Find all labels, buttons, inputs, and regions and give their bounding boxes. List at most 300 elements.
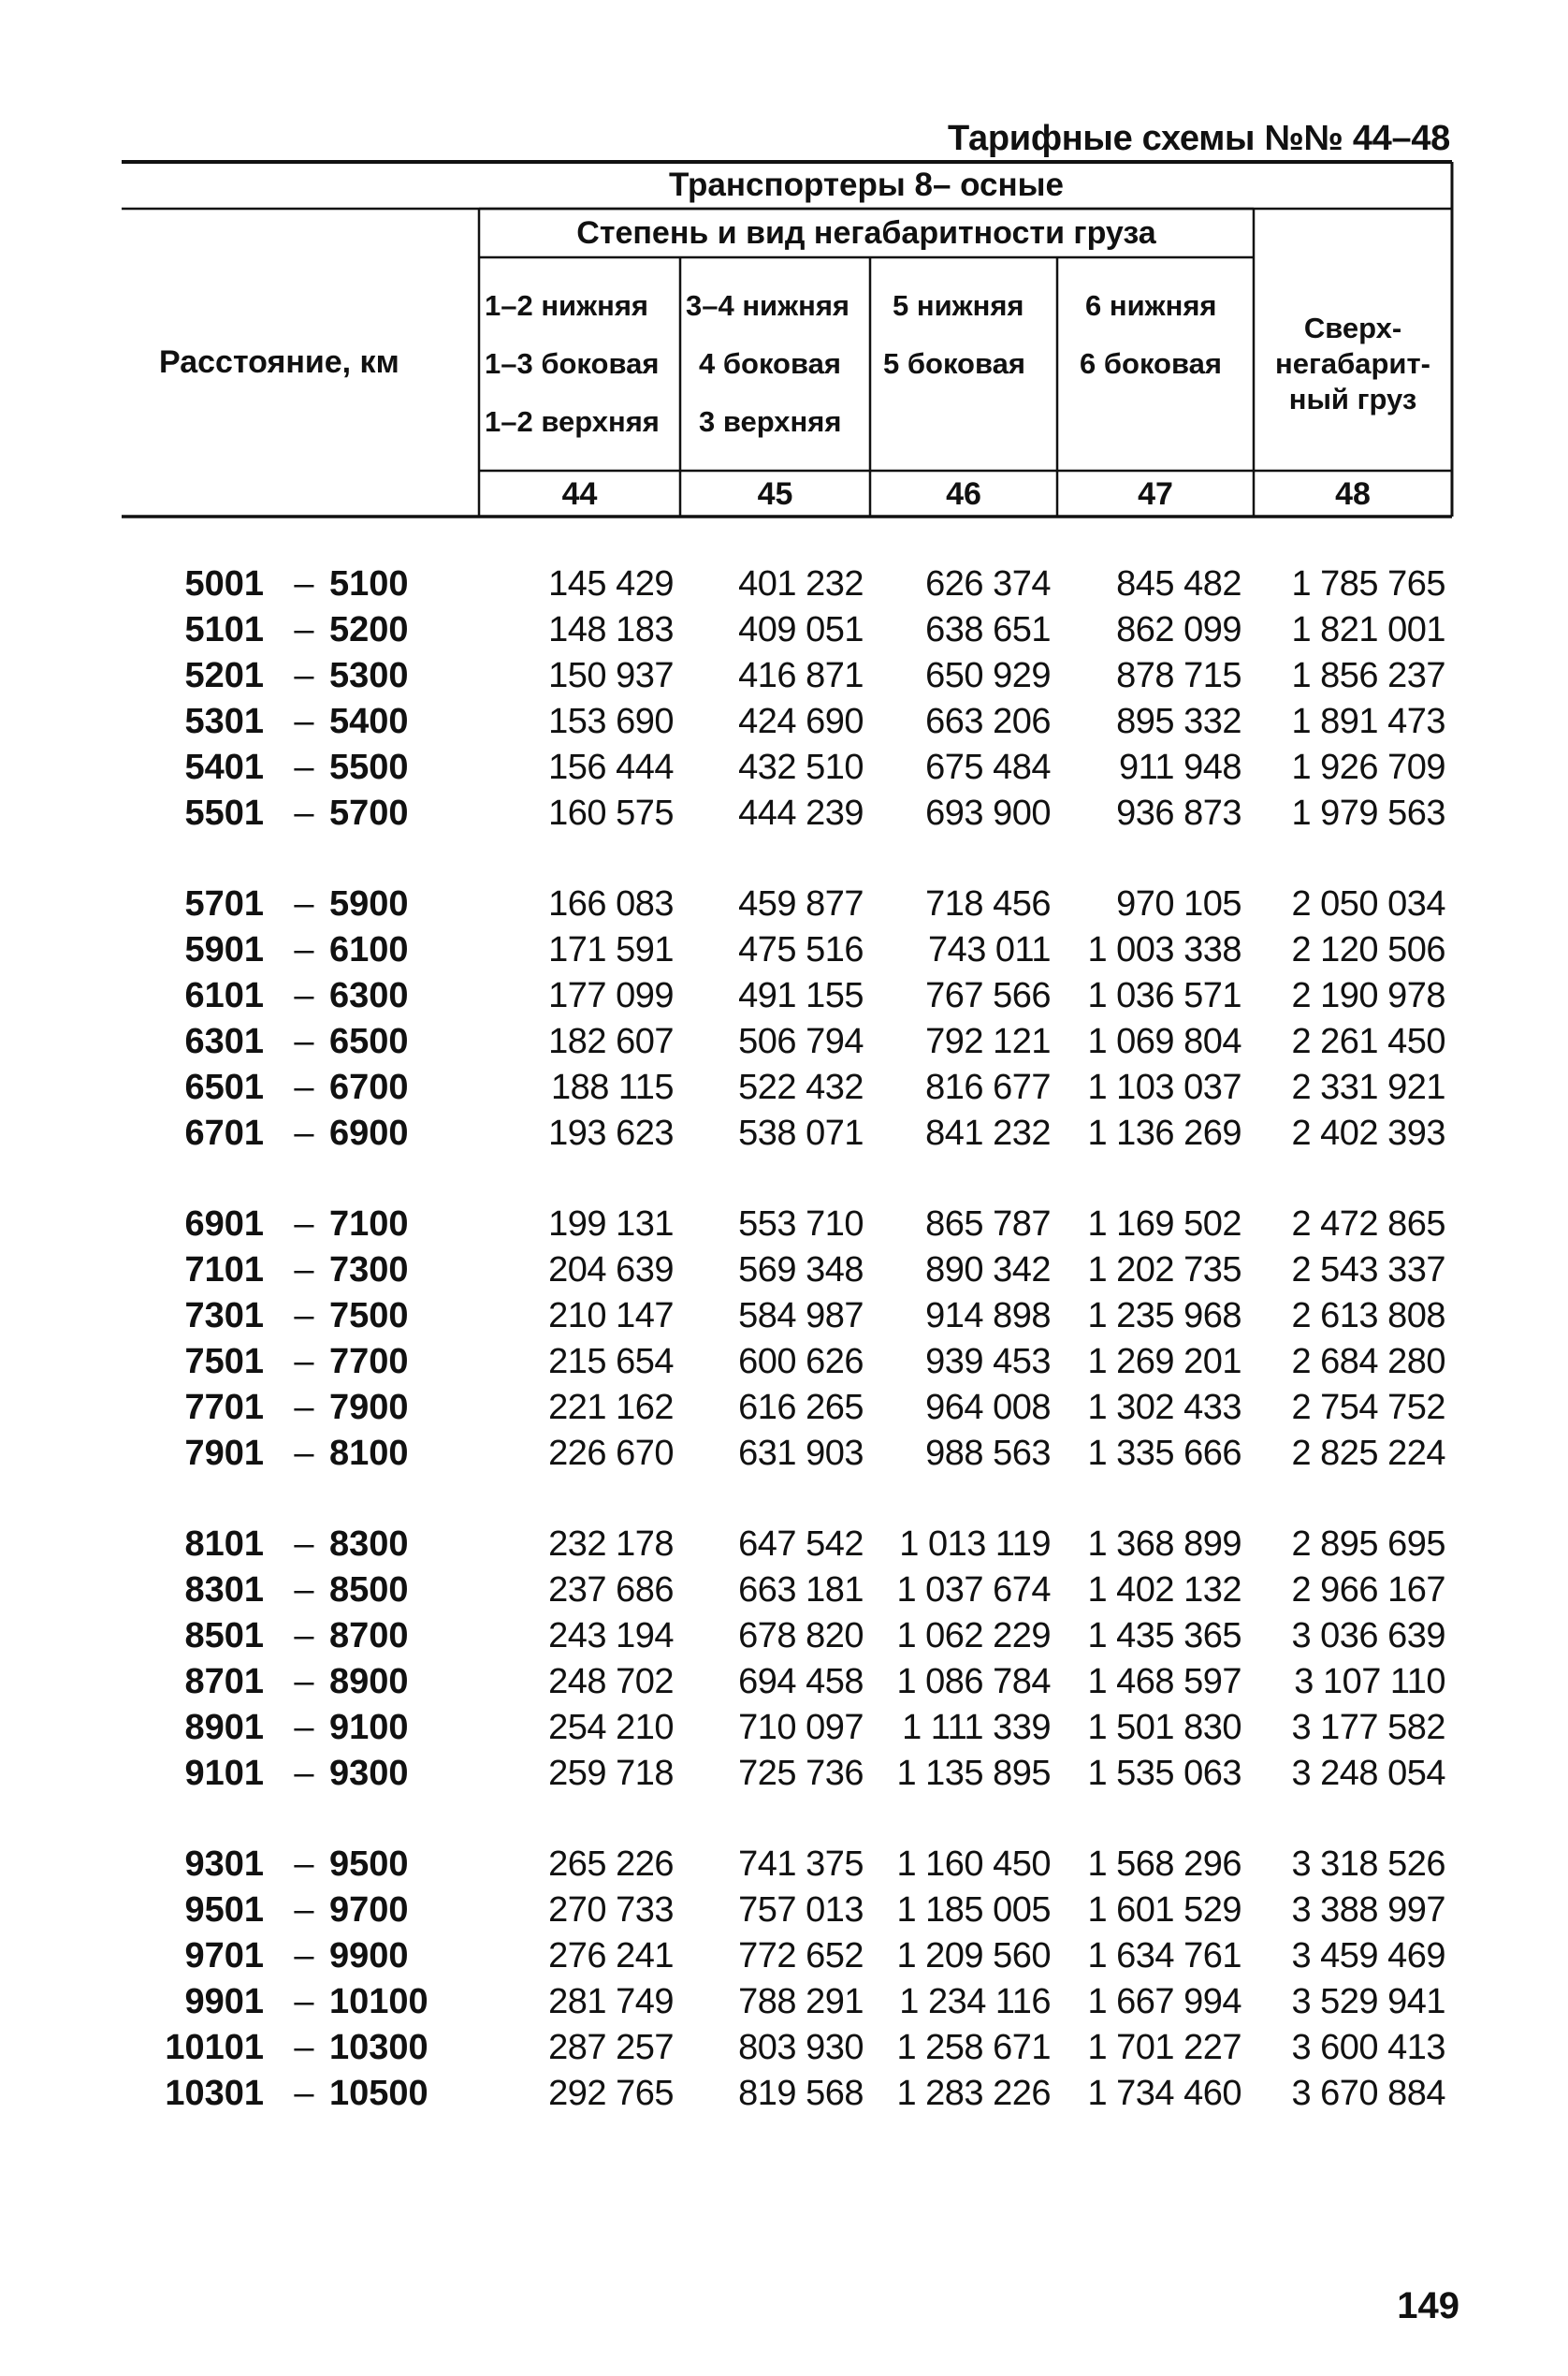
tariff-value-46: 675 484 (925, 748, 1051, 787)
header-col-47-line: 6 боковая (1080, 347, 1222, 380)
row-group (0, 1842, 1568, 2117)
tariff-value-46: 693 900 (925, 794, 1051, 833)
header-col-44-line: 1–2 нижняя (485, 289, 648, 322)
tariff-value-45: 444 239 (738, 794, 864, 833)
range-dash: – (294, 1022, 314, 1061)
scheme-number-46: 46 (946, 476, 981, 512)
distance-to: 5700 (329, 794, 409, 833)
table-row (0, 1339, 1568, 1385)
tariff-value-45: 725 736 (738, 1754, 864, 1793)
tariff-value-47: 1 169 502 (1087, 1204, 1241, 1244)
table-row (0, 1705, 1568, 1751)
tariff-value-45: 694 458 (738, 1662, 864, 1701)
tariff-value-48: 3 318 526 (1291, 1844, 1445, 1884)
tariff-value-45: 710 097 (738, 1708, 864, 1747)
tariff-value-48: 2 684 280 (1291, 1342, 1445, 1381)
distance-from: 7701 (184, 1388, 264, 1427)
header-col-44-line: 1–3 боковая (485, 347, 660, 380)
tariff-value-44: 153 690 (548, 702, 674, 741)
tariff-value-48: 3 036 639 (1291, 1616, 1445, 1655)
tariff-value-48: 1 979 563 (1291, 794, 1445, 833)
distance-to: 5400 (329, 702, 409, 741)
tariff-value-45: 647 542 (738, 1524, 864, 1564)
tariff-value-46: 1 037 674 (896, 1570, 1051, 1610)
range-dash: – (294, 1982, 314, 2021)
tariff-value-44: 232 178 (548, 1524, 674, 1564)
distance-to: 10300 (329, 2028, 428, 2067)
tariff-value-45: 491 155 (738, 976, 864, 1015)
tariff-value-46: 816 677 (925, 1068, 1051, 1107)
tariff-value-47: 1 568 296 (1087, 1844, 1241, 1884)
distance-to: 7100 (329, 1204, 409, 1244)
range-dash: – (294, 1204, 314, 1244)
tariff-value-47: 1 734 460 (1087, 2074, 1241, 2113)
range-dash: – (294, 1708, 314, 1747)
range-dash: – (294, 930, 314, 969)
tariff-value-46: 890 342 (925, 1250, 1051, 1290)
table-row (0, 1979, 1568, 2025)
distance-to: 5300 (329, 656, 409, 695)
tariff-value-44: 226 670 (548, 1434, 674, 1473)
distance-to: 6100 (329, 930, 409, 969)
tariff-value-45: 424 690 (738, 702, 864, 741)
range-dash: – (294, 1754, 314, 1793)
tariff-value-48: 3 670 884 (1291, 2074, 1445, 2113)
tariff-value-45: 538 071 (738, 1114, 864, 1153)
range-dash: – (294, 1662, 314, 1701)
distance-from: 7501 (184, 1342, 264, 1381)
tariff-value-45: 569 348 (738, 1250, 864, 1290)
table-row (0, 653, 1568, 699)
range-dash: – (294, 1570, 314, 1610)
tariff-value-46: 1 258 671 (896, 2028, 1051, 2067)
range-dash: – (294, 1296, 314, 1335)
distance-from: 9101 (184, 1754, 264, 1793)
distance-to: 5200 (329, 610, 409, 649)
tariff-value-46: 626 374 (925, 564, 1051, 604)
tariff-value-44: 177 099 (548, 976, 674, 1015)
tariff-value-47: 1 235 968 (1087, 1296, 1241, 1335)
range-dash: – (294, 1936, 314, 1975)
tariff-value-46: 743 011 (927, 930, 1051, 969)
tariff-value-45: 553 710 (738, 1204, 864, 1244)
distance-from: 6101 (184, 976, 264, 1015)
range-dash: – (294, 2074, 314, 2113)
range-dash: – (294, 976, 314, 1015)
distance-from: 5001 (184, 564, 264, 604)
tariff-value-47: 1 634 761 (1087, 1936, 1241, 1975)
tariff-value-45: 506 794 (738, 1022, 864, 1061)
tariff-value-44: 276 241 (548, 1936, 674, 1975)
tariff-value-46: 865 787 (925, 1204, 1051, 1244)
distance-to: 6300 (329, 976, 409, 1015)
tariff-value-47: 1 667 994 (1087, 1982, 1241, 2021)
table-row (0, 1888, 1568, 1933)
table-row (0, 1385, 1568, 1431)
tariff-value-48: 2 050 034 (1291, 884, 1445, 924)
range-dash: – (294, 1388, 314, 1427)
tariff-value-48: 2 190 978 (1291, 976, 1445, 1015)
range-dash: – (294, 1068, 314, 1107)
distance-from: 5901 (184, 930, 264, 969)
tariff-value-48: 2 120 506 (1291, 930, 1445, 969)
tariff-value-45: 600 626 (738, 1342, 864, 1381)
tariff-value-46: 1 062 229 (896, 1616, 1051, 1655)
tariff-value-44: 281 749 (548, 1982, 674, 2021)
tariff-value-47: 1 701 227 (1087, 2028, 1241, 2067)
header-col-48 (1254, 258, 1452, 470)
distance-to: 7300 (329, 1250, 409, 1290)
header-col-44-line: 1–2 верхняя (485, 405, 660, 438)
tariff-value-44: 171 591 (548, 930, 674, 969)
tariff-value-47: 1 003 338 (1087, 930, 1241, 969)
tariff-value-47: 878 715 (1116, 656, 1241, 695)
scheme-number-44: 44 (561, 476, 598, 512)
tariff-value-48: 1 926 709 (1291, 748, 1445, 787)
tariff-value-44: 270 733 (548, 1890, 674, 1930)
distance-to: 6700 (329, 1068, 409, 1107)
tariff-value-44: 160 575 (548, 794, 674, 833)
tariff-value-47: 1 103 037 (1087, 1068, 1241, 1107)
tariff-value-46: 1 209 560 (896, 1936, 1051, 1975)
distance-to: 8100 (329, 1434, 409, 1473)
header-distance: Расстояние, км (159, 344, 399, 380)
range-dash: – (294, 2028, 314, 2067)
header-degree: Степень и вид негабаритности груза (576, 215, 1156, 251)
tariff-value-48: 3 107 110 (1294, 1662, 1445, 1701)
distance-to: 9700 (329, 1890, 409, 1930)
range-dash: – (294, 1890, 314, 1930)
tariff-value-46: 914 898 (925, 1296, 1051, 1335)
tariff-value-44: 150 937 (548, 656, 674, 695)
header-col-45-line: 3 верхняя (699, 405, 842, 438)
distance-to: 7700 (329, 1342, 409, 1381)
tariff-value-46: 638 651 (925, 610, 1051, 649)
distance-from: 6301 (184, 1022, 264, 1061)
tariff-value-48: 2 331 921 (1291, 1068, 1445, 1107)
scheme-number-48: 48 (1335, 476, 1371, 512)
scheme-number-47: 47 (1138, 476, 1173, 512)
tariff-value-46: 663 206 (925, 702, 1051, 741)
distance-to: 9100 (329, 1708, 409, 1747)
table-row (0, 1247, 1568, 1293)
range-dash: – (294, 1342, 314, 1381)
distance-to: 9500 (329, 1844, 409, 1884)
tariff-value-48: 2 613 808 (1291, 1296, 1445, 1335)
tariff-value-46: 1 135 895 (896, 1754, 1051, 1793)
tariff-value-45: 416 871 (738, 656, 864, 695)
range-dash: – (294, 1250, 314, 1290)
header-col-46-line: 5 боковая (883, 347, 1025, 380)
tariff-value-47: 1 136 269 (1087, 1114, 1241, 1153)
tariff-value-44: 166 083 (548, 884, 674, 924)
row-group (0, 1202, 1568, 1477)
distance-from: 7901 (184, 1434, 264, 1473)
tariff-value-44: 243 194 (548, 1616, 674, 1655)
tariff-value-48: 2 261 450 (1291, 1022, 1445, 1061)
tariff-value-48: 2 825 224 (1291, 1434, 1445, 1473)
table-row (0, 1293, 1568, 1339)
range-dash: – (294, 1434, 314, 1473)
tariff-value-45: 401 232 (738, 564, 864, 604)
tariff-value-47: 1 535 063 (1087, 1754, 1241, 1793)
header-col-45 (680, 277, 870, 464)
distance-from: 10101 (165, 2028, 264, 2067)
tariff-value-44: 221 162 (548, 1388, 674, 1427)
tariff-value-46: 718 456 (925, 884, 1051, 924)
tariff-value-45: 522 432 (738, 1068, 864, 1107)
range-dash: – (294, 610, 314, 649)
tariff-value-45: 663 181 (738, 1570, 864, 1610)
tariff-value-44: 254 210 (548, 1708, 674, 1747)
table-row (0, 1019, 1568, 1065)
tariff-value-45: 475 516 (738, 930, 864, 969)
scheme-number-45: 45 (757, 476, 793, 512)
tariff-value-47: 1 501 830 (1087, 1708, 1241, 1747)
table-row (0, 2071, 1568, 2117)
table-row (0, 1431, 1568, 1477)
distance-from: 7301 (184, 1296, 264, 1335)
tariff-value-45: 678 820 (738, 1616, 864, 1655)
table-row (0, 1613, 1568, 1659)
tariff-value-47: 911 948 (1118, 748, 1241, 787)
tariff-value-48: 3 459 469 (1291, 1936, 1445, 1975)
distance-to: 7900 (329, 1388, 409, 1427)
distance-to: 8900 (329, 1662, 409, 1701)
distance-from: 6701 (184, 1114, 264, 1153)
tariff-value-48: 3 177 582 (1291, 1708, 1445, 1747)
tariff-value-44: 156 444 (548, 748, 674, 787)
distance-from: 5101 (184, 610, 264, 649)
table-row (0, 1567, 1568, 1613)
tariff-value-48: 1 891 473 (1291, 702, 1445, 741)
tariff-value-46: 841 232 (925, 1114, 1051, 1153)
tariff-value-44: 188 115 (550, 1068, 674, 1107)
tariff-value-48: 2 754 752 (1291, 1388, 1445, 1427)
tariff-value-46: 1 234 116 (899, 1982, 1051, 2021)
tariff-value-45: 803 930 (738, 2028, 864, 2067)
table-row (0, 1751, 1568, 1797)
tariff-value-46: 1 283 226 (896, 2074, 1051, 2113)
tariff-value-45: 788 291 (738, 1982, 864, 2021)
tariff-value-44: 204 639 (548, 1250, 674, 1290)
distance-to: 6500 (329, 1022, 409, 1061)
table-row (0, 1065, 1568, 1111)
tariff-value-44: 145 429 (548, 564, 674, 604)
range-dash: – (294, 1524, 314, 1564)
tariff-value-45: 757 013 (738, 1890, 864, 1930)
tariff-value-46: 650 929 (925, 656, 1051, 695)
tariff-value-48: 2 402 393 (1291, 1114, 1445, 1153)
tariff-value-45: 772 652 (738, 1936, 864, 1975)
tariff-value-47: 970 105 (1116, 884, 1241, 924)
tariff-value-44: 237 686 (548, 1570, 674, 1610)
distance-to: 6900 (329, 1114, 409, 1153)
distance-from: 8101 (184, 1524, 264, 1564)
distance-to: 8300 (329, 1524, 409, 1564)
table-row (0, 1659, 1568, 1705)
tariff-value-44: 182 607 (548, 1022, 674, 1061)
tariff-value-46: 767 566 (925, 976, 1051, 1015)
tariff-value-44: 265 226 (548, 1844, 674, 1884)
range-dash: – (294, 702, 314, 741)
header-col-45-line: 3–4 нижняя (686, 289, 849, 322)
row-group (0, 882, 1568, 1157)
distance-to: 8700 (329, 1616, 409, 1655)
range-dash: – (294, 1114, 314, 1153)
distance-from: 5301 (184, 702, 264, 741)
distance-from: 6501 (184, 1068, 264, 1107)
distance-to: 7500 (329, 1296, 409, 1335)
tariff-value-45: 616 265 (738, 1388, 864, 1427)
tariff-value-47: 1 269 201 (1087, 1342, 1241, 1381)
distance-to: 10500 (329, 2074, 428, 2113)
header-col-47-line: 6 нижняя (1085, 289, 1217, 322)
tariff-value-46: 939 453 (925, 1342, 1051, 1381)
tariff-value-45: 741 375 (738, 1844, 864, 1884)
table-row (0, 745, 1568, 791)
distance-from: 5701 (184, 884, 264, 924)
distance-from: 5501 (184, 794, 264, 833)
header-vehicle-type: Транспортеры 8– осные (668, 167, 1065, 203)
range-dash: – (294, 794, 314, 833)
tariff-value-44: 259 718 (548, 1754, 674, 1793)
range-dash: – (294, 748, 314, 787)
header-col-46 (870, 277, 1057, 464)
tariff-value-44: 215 654 (548, 1342, 674, 1381)
tariff-value-46: 964 008 (925, 1388, 1051, 1427)
range-dash: – (294, 564, 314, 604)
range-dash: – (294, 1844, 314, 1884)
tariff-value-44: 199 131 (548, 1204, 674, 1244)
tariff-value-44: 210 147 (548, 1296, 674, 1335)
tariff-value-47: 1 335 666 (1087, 1434, 1241, 1473)
table-row (0, 1202, 1568, 1247)
table-row (0, 607, 1568, 653)
row-group (0, 561, 1568, 837)
page-title: Тарифные схемы №№ 44–48 (948, 119, 1450, 158)
table-row (0, 561, 1568, 607)
tariff-value-47: 1 368 899 (1087, 1524, 1241, 1564)
header-col-48-line: негабарит- (1274, 347, 1430, 380)
distance-from: 9701 (184, 1936, 264, 1975)
tariff-value-48: 2 472 865 (1291, 1204, 1445, 1244)
distance-to: 9300 (329, 1754, 409, 1793)
distance-from: 9301 (184, 1844, 264, 1884)
distance-to: 9900 (329, 1936, 409, 1975)
distance-from: 9501 (184, 1890, 264, 1930)
header-col-48-line: Сверх- (1303, 312, 1402, 344)
distance-to: 10100 (329, 1982, 428, 2021)
tariff-value-45: 432 510 (738, 748, 864, 787)
tariff-value-47: 1 069 804 (1087, 1022, 1241, 1061)
tariff-value-45: 819 568 (738, 2074, 864, 2113)
distance-from: 8701 (184, 1662, 264, 1701)
tariff-value-47: 936 873 (1116, 794, 1241, 833)
tariff-value-47: 1 601 529 (1087, 1890, 1241, 1930)
table-row (0, 1111, 1568, 1157)
tariff-value-47: 1 202 735 (1087, 1250, 1241, 1290)
header-col-48-line: ный груз (1288, 383, 1417, 415)
table-row (0, 791, 1568, 837)
tariff-value-46: 1 086 784 (896, 1662, 1051, 1701)
range-dash: – (294, 656, 314, 695)
tariff-value-46: 1 160 450 (896, 1844, 1051, 1884)
distance-from: 10301 (165, 2074, 264, 2113)
header-col-45-line: 4 боковая (699, 347, 841, 380)
tariff-value-46: 1 111 339 (902, 1708, 1051, 1747)
tariff-value-48: 1 856 237 (1291, 656, 1445, 695)
tariff-value-44: 148 183 (548, 610, 674, 649)
tariff-value-47: 1 468 597 (1087, 1662, 1241, 1701)
tariff-value-47: 1 435 365 (1087, 1616, 1241, 1655)
tariff-value-47: 1 302 433 (1087, 1388, 1241, 1427)
table-row (0, 2025, 1568, 2071)
row-group (0, 1522, 1568, 1797)
tariff-value-48: 3 248 054 (1291, 1754, 1445, 1793)
header-col-47 (1057, 277, 1254, 464)
tariff-value-47: 1 402 132 (1087, 1570, 1241, 1610)
distance-from: 8301 (184, 1570, 264, 1610)
header-col-46-line: 5 нижняя (893, 289, 1024, 322)
distance-to: 5100 (329, 564, 409, 604)
tariff-value-48: 3 529 941 (1291, 1982, 1445, 2021)
table-row (0, 973, 1568, 1019)
tariff-value-46: 1 185 005 (896, 1890, 1051, 1930)
tariff-value-45: 409 051 (738, 610, 864, 649)
distance-to: 5500 (329, 748, 409, 787)
distance-from: 5401 (184, 748, 264, 787)
tariff-value-48: 3 388 997 (1291, 1890, 1445, 1930)
distance-from: 9901 (184, 1982, 264, 2021)
tariff-value-48: 1 821 001 (1291, 610, 1445, 649)
table-row (0, 1933, 1568, 1979)
tariff-value-48: 2 895 695 (1291, 1524, 1445, 1564)
tariff-value-44: 292 765 (548, 2074, 674, 2113)
header-col-44 (479, 277, 680, 464)
distance-to: 5900 (329, 884, 409, 924)
tariff-value-48: 2 543 337 (1291, 1250, 1445, 1290)
tariff-value-46: 792 121 (925, 1022, 1051, 1061)
distance-to: 8500 (329, 1570, 409, 1610)
tariff-value-48: 3 600 413 (1291, 2028, 1445, 2067)
tariff-value-44: 193 623 (548, 1114, 674, 1153)
tariff-value-45: 631 903 (738, 1434, 864, 1473)
table-row (0, 882, 1568, 927)
tariff-value-47: 845 482 (1116, 564, 1241, 604)
range-dash: – (294, 884, 314, 924)
tariff-value-46: 988 563 (925, 1434, 1051, 1473)
tariff-value-48: 1 785 765 (1291, 564, 1445, 604)
tariff-value-48: 2 966 167 (1291, 1570, 1445, 1610)
tariff-value-46: 1 013 119 (899, 1524, 1051, 1564)
distance-from: 5201 (184, 656, 264, 695)
table-row (0, 1522, 1568, 1567)
tariff-value-45: 584 987 (738, 1296, 864, 1335)
tariff-value-44: 287 257 (548, 2028, 674, 2067)
table-row (0, 927, 1568, 973)
tariff-value-44: 248 702 (548, 1662, 674, 1701)
table-row (0, 699, 1568, 745)
distance-from: 6901 (184, 1204, 264, 1244)
tariff-value-47: 862 099 (1116, 610, 1241, 649)
tariff-value-45: 459 877 (738, 884, 864, 924)
distance-from: 8901 (184, 1708, 264, 1747)
tariff-value-47: 895 332 (1116, 702, 1241, 741)
range-dash: – (294, 1616, 314, 1655)
distance-from: 8501 (184, 1616, 264, 1655)
tariff-value-47: 1 036 571 (1087, 976, 1241, 1015)
